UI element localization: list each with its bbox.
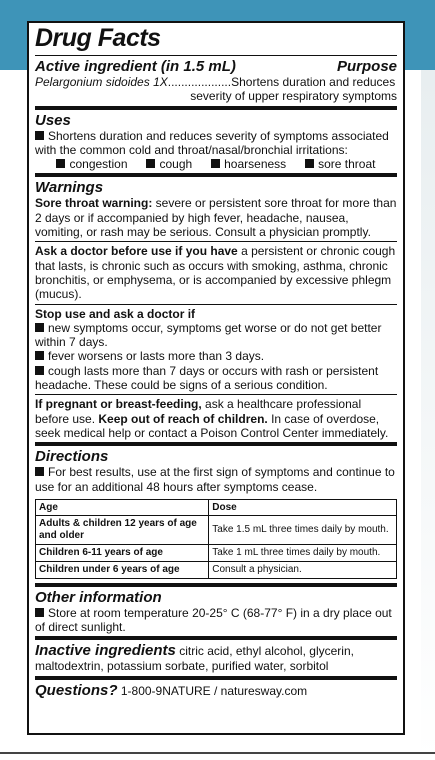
bullet-square-icon <box>35 351 44 360</box>
bullet-square-icon <box>305 159 314 168</box>
symptom-item: sore throat <box>305 157 375 171</box>
directions-heading: Directions <box>35 448 109 466</box>
age-cell: Adults & children 12 years of age and older <box>36 515 209 544</box>
uses-heading: Uses <box>35 111 71 129</box>
table-row <box>36 561 397 578</box>
ingredient-name: Pelargonium sidoides 1X <box>35 75 168 89</box>
drug-facts-panel <box>27 21 405 735</box>
package-edge <box>421 0 435 760</box>
uses-text: Shortens duration and reduces severity of symptoms associated with the common cold and throat/nasal/bronchial irritations: <box>35 128 389 157</box>
divider <box>35 55 397 56</box>
purpose-text-1: Shortens duration and reduces <box>231 75 396 89</box>
bullet-square-icon <box>56 159 65 168</box>
symptom-item: hoarseness <box>211 157 286 171</box>
stop-use-item: cough lasts more than 7 days or occurs with rash or persistent headache. These could be signs of a serious condition. <box>35 363 379 393</box>
inactive-heading: Inactive ingredients <box>35 642 176 660</box>
dosage-table <box>35 499 397 579</box>
active-ingredient-header <box>35 58 397 75</box>
stop-use-heading: Stop use and ask a doctor if <box>35 306 196 321</box>
inactive-ingredients <box>35 642 397 673</box>
bullet-square-icon <box>35 131 44 140</box>
uses-symptom-list <box>35 157 397 171</box>
table-header-age: Age <box>36 499 209 515</box>
questions-line <box>35 682 397 699</box>
bullet-square-icon <box>35 608 44 617</box>
divider <box>35 394 397 395</box>
divider <box>35 304 397 305</box>
active-ingredient-heading: Active ingredient (in 1.5 mL) <box>35 58 236 75</box>
table-row <box>36 544 397 561</box>
purpose-text-2: severity of upper respiratory symptoms <box>190 89 397 104</box>
other-info-text-block: Store at room temperature 20-25° C (68-77° F) in a dry place out of direct sunlight. <box>35 605 392 635</box>
table-header-dose: Dose <box>209 499 397 515</box>
dose-cell: Take 1 mL three times daily by mouth. <box>209 544 397 561</box>
uses-text-block <box>35 129 397 158</box>
dose-cell: Consult a physician. <box>209 561 397 578</box>
section-divider <box>35 583 397 587</box>
active-ingredient-line <box>35 75 397 89</box>
questions-heading: Questions? <box>35 681 118 699</box>
inactive-text: citric acid, ethyl alcohol, glycerin, maltodextrin, potassium sorbate, purified water, sorbitol <box>35 644 354 674</box>
bullet-square-icon <box>35 323 44 332</box>
table-header-row <box>36 499 397 515</box>
symptom-item: cough <box>146 157 192 171</box>
warnings-heading: Warnings <box>35 179 104 197</box>
bullet-square-icon <box>35 366 44 375</box>
ask-doctor-warning: Ask a doctor before use if you have a persistent or chronic cough that lasts, is chronic such as occurs with smoking, asthma, chronic bronchitis, or emphysema, or is accompanied by excessive phlegm (mucus). <box>35 244 396 302</box>
bullet-square-icon <box>35 467 44 476</box>
stop-use-item: new symptoms occur, symptoms get worse or do not get better within 7 days. <box>35 320 382 350</box>
section-divider <box>35 676 397 680</box>
drug-facts-title: Drug Facts <box>35 24 161 52</box>
bottom-rule <box>0 752 435 754</box>
questions-contact: 1-800-9NATURE / naturesway.com <box>117 683 308 698</box>
section-divider <box>35 106 397 110</box>
purpose-heading: Purpose <box>336 58 397 75</box>
pregnancy-warning: If pregnant or breast-feeding, ask a healthcare professional before use. Keep out of reach of children. In case of overdose, seek medical help or contact a Poison Control Center immediately. <box>35 397 389 440</box>
bullet-square-icon <box>211 159 220 168</box>
section-divider <box>35 636 397 640</box>
divider <box>35 241 397 242</box>
stop-use-item: fever worsens or lasts more than 3 days. <box>35 349 397 363</box>
age-cell: Children under 6 years of age <box>36 561 209 578</box>
bullet-square-icon <box>146 159 155 168</box>
symptom-item: congestion <box>56 157 127 171</box>
directions-text-block: For best results, use at the first sign of symptoms and continue to use for an additional 48 hours after symptoms cease. <box>35 465 395 494</box>
section-divider <box>35 173 397 177</box>
section-divider <box>35 442 397 446</box>
dose-cell: Take 1.5 mL three times daily by mouth. <box>209 515 397 544</box>
sore-throat-warning: Sore throat warning: severe or persistent sore throat for more than 2 days or if accompanied by high fever, headache, nausea, vomiting, or rash may be serious. Consult a physician promptly. <box>35 196 397 240</box>
age-cell: Children 6-11 years of age <box>36 544 209 561</box>
table-row <box>36 515 397 544</box>
other-info-heading: Other information <box>35 588 162 606</box>
leader-dots: ................... <box>167 75 232 89</box>
